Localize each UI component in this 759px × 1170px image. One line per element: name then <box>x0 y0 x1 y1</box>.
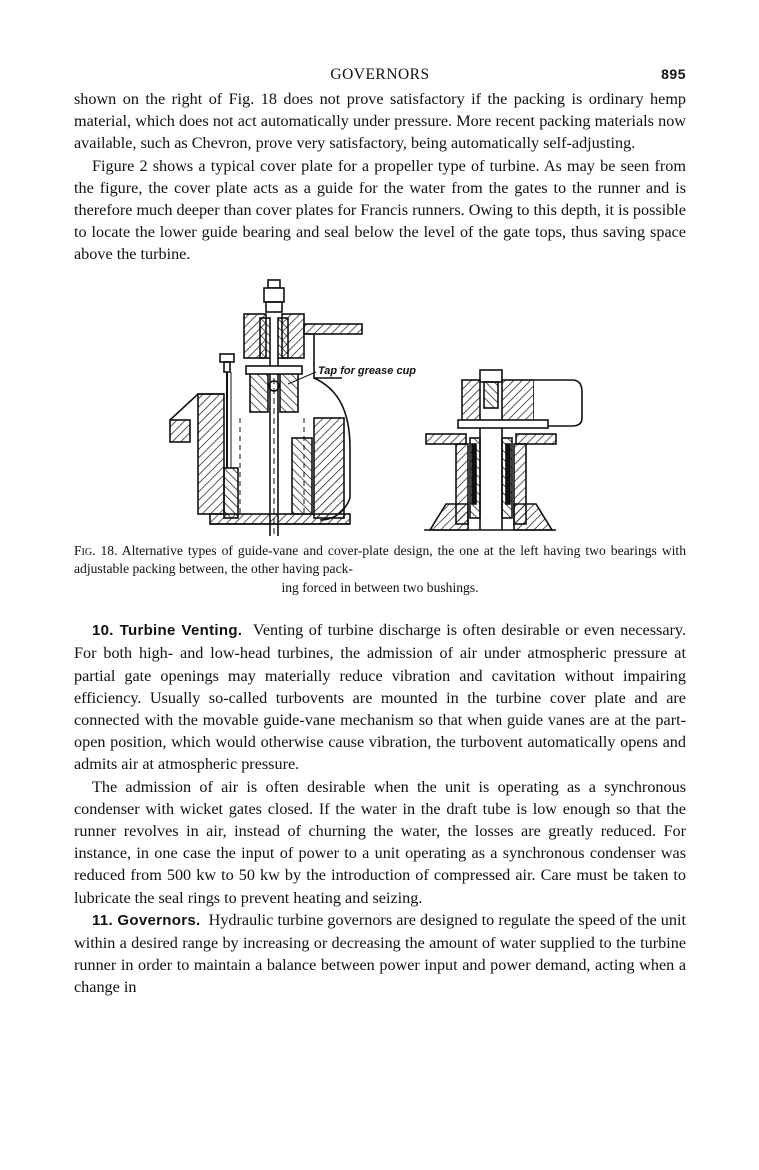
section-10-paragraph-2: The admission of air is often desirable when the unit is operating as a synchronous condenser with wicket gates closed. If the water in the draft tube is low enough so that the runner revolves in air, instead of churning the water, the losses are greatly reduced. For instance, in one case the input of power to a unit operating as a synchronous condenser was reduced from 500 kw to 50 kw by the introduction of compressed air. Care must be taken to lubricate the seal rings to prevent heating and seizing. <box>74 777 686 907</box>
figure-caption-last-line: ing forced in between two bushings. <box>281 579 479 595</box>
figure-caption-label: Fig. 18. <box>74 542 118 558</box>
section-11-title: 11. Governors. <box>92 911 201 929</box>
left-section-drawing <box>170 280 362 536</box>
figure-18-drawing <box>74 268 686 540</box>
right-section-drawing <box>424 370 582 530</box>
section-10-body: Venting of turbine discharge is often desirable or even necessary. For both high- and low-head turbines, the admission of air under atmospheric pressure at partial gate openings may materially reduce vibration and cavitation without impairing efficiency. Usually so-called turbovents are mounted in the turbine cover plate and are connected with the movable guide-vane mechanism so that when guide vanes are at the part-open position, which would otherwise cause vibration, the turbovent automatically opens and admits air at atmospheric pressure. <box>74 621 686 774</box>
figure-caption-text: Alternative types of guide-vane and cover-plate design, the one at the left having two bearings with adjustable packing between, the other having pack- <box>74 542 686 577</box>
section-11-paragraph <box>74 909 686 999</box>
running-title: GOVERNORS <box>330 66 430 83</box>
section-10-paragraph <box>74 619 686 775</box>
annotation-grease-cup: Tap for grease cup <box>318 364 417 377</box>
page-header <box>74 62 686 88</box>
section-10-title: 10. Turbine Venting. <box>92 622 243 640</box>
paragraph-figure-2: Figure 2 shows a typical cover plate for a propeller type of turbine. As may be seen from the figure, the cover plate acts as a guide for the water from the gates to the runner and is therefore much deeper than cover plates for Francis runners. Owing to this depth, it is possible to locate the lower guide bearing and seal below the level of the gate tops, thus saving space above the turbine. <box>74 156 686 264</box>
figure-18 <box>74 268 686 540</box>
paragraph-continued: shown on the right of Fig. 18 does not prove satisfactory if the packing is ordinary hemp material, which does not act automatically under pressure. More recent packing materials now available, such as Chevron, prove very satisfactory, being automatically self-adjusting. <box>74 90 686 153</box>
section-11-body: Hydraulic turbine governors are designed to regulate the speed of the unit within a desired range by increasing or decreasing the amount of water supplied to the turbine runner in order to maintain a balance between power input and power demand, acting when a change in <box>74 910 686 997</box>
book-page <box>74 62 686 999</box>
figure-caption <box>74 542 686 579</box>
page-number: 895 <box>661 66 686 82</box>
